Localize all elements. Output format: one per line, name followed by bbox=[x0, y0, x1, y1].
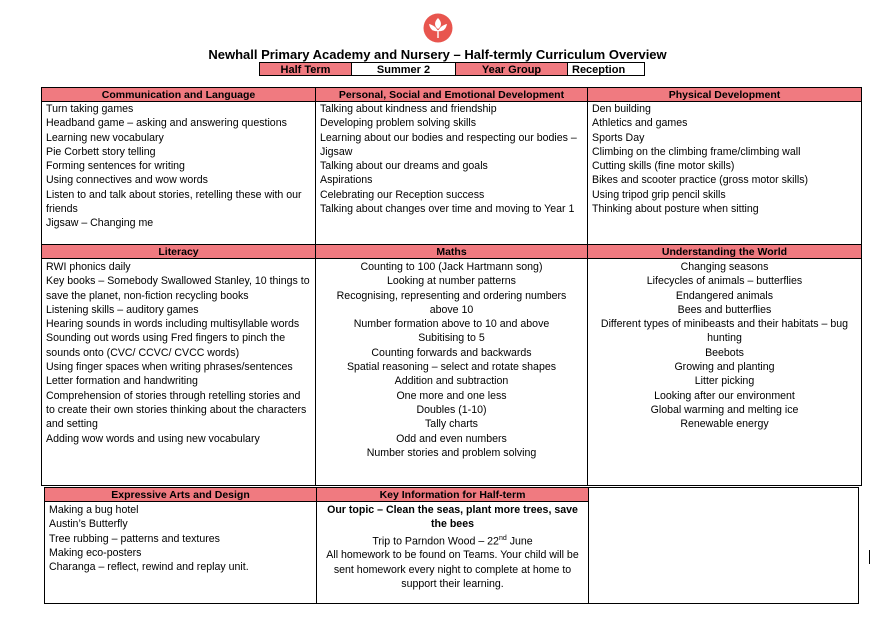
list-item: Pie Corbett story telling bbox=[46, 145, 156, 158]
key-info-content bbox=[317, 503, 588, 591]
list-item: Headband game – asking and answering questions bbox=[46, 117, 287, 130]
list-item: Talking about kindness and friendship bbox=[320, 103, 497, 115]
literacy-header: Literacy bbox=[42, 245, 315, 259]
world-list bbox=[588, 260, 861, 432]
list-item: Comprehension of stories through retelling stories and to create their own stories thinking about the characters and setting bbox=[46, 389, 307, 431]
year-group-value: Reception bbox=[567, 62, 645, 76]
list-item: Making a bug hotel bbox=[49, 504, 139, 516]
arts-header: Expressive Arts and Design bbox=[45, 488, 316, 502]
maths-list bbox=[316, 260, 587, 460]
physical-list bbox=[588, 102, 861, 216]
list-item: Learning about our bodies and respecting our bodies – Jigsaw bbox=[320, 131, 577, 158]
list-item: Looking after our environment bbox=[654, 389, 795, 402]
list-item: Counting forwards and backwards bbox=[371, 346, 532, 359]
topic-text: Our topic – Clean the seas, plant more trees, save the bees bbox=[327, 504, 578, 531]
list-item: Sports Day bbox=[592, 131, 645, 144]
list-item: Global warming and melting ice bbox=[650, 403, 799, 416]
list-item: Thinking about posture when sitting bbox=[592, 203, 759, 216]
communication-header: Communication and Language bbox=[42, 88, 315, 102]
list-item: Number formation above to 10 and above bbox=[353, 318, 550, 331]
list-item: Athletics and games bbox=[592, 117, 688, 130]
list-item: Doubles (1-10) bbox=[416, 403, 487, 416]
list-item: Odd and even numbers bbox=[396, 432, 507, 445]
list-item: Turn taking games bbox=[46, 103, 134, 115]
half-term-label: Half Term bbox=[259, 62, 352, 76]
list-item: Talking about our dreams and goals bbox=[320, 160, 488, 173]
list-item: Making eco-posters bbox=[49, 546, 142, 559]
communication-list bbox=[42, 102, 315, 231]
list-item: Looking at number patterns bbox=[387, 275, 516, 288]
list-item: Bikes and scooter practice (gross motor skills) bbox=[592, 174, 809, 187]
homework-text: All homework to be found on Teams. Your child will be sent homework every night to complete at home to support their learning. bbox=[326, 549, 579, 591]
list-item: Changing seasons bbox=[680, 261, 769, 273]
list-item: Listening skills – auditory games bbox=[46, 303, 199, 316]
list-item: Learning new vocabulary bbox=[46, 131, 164, 144]
list-item: Adding wow words and using new vocabulary bbox=[46, 432, 260, 445]
list-item: Counting to 100 (Jack Hartmann song) bbox=[360, 261, 543, 273]
world-header: Understanding the World bbox=[588, 245, 861, 259]
grid-divider bbox=[588, 487, 589, 604]
list-item: Using connectives and wow words bbox=[46, 174, 208, 187]
list-item: Renewable energy bbox=[680, 418, 769, 431]
list-item: Different types of minibeasts and their habitats – bug hunting bbox=[600, 318, 849, 345]
trip-text: Trip to Parndon Wood – 22nd June bbox=[372, 534, 533, 548]
list-item: Listen to and talk about stories, retelling these with our friends bbox=[46, 188, 302, 216]
list-item: Tree rubbing – patterns and textures bbox=[49, 532, 220, 545]
list-item: Hearing sounds in words including multisyllable words bbox=[46, 318, 300, 331]
list-item: Letter formation and handwriting bbox=[46, 375, 198, 388]
list-item: Sounding out words using Fred fingers to pinch the sounds onto (CVC/ CCVC/ CVCC words) bbox=[46, 332, 286, 359]
list-item: Addition and subtraction bbox=[394, 375, 509, 388]
list-item: Number stories and problem solving bbox=[366, 446, 537, 459]
arts-list bbox=[45, 503, 316, 574]
list-item: Bees and butterflies bbox=[677, 303, 772, 316]
key-info-header: Key Information for Half-term bbox=[317, 488, 588, 502]
list-item: One more and one less bbox=[396, 389, 507, 402]
list-item: Endangered animals bbox=[675, 289, 774, 302]
year-group-label: Year Group bbox=[455, 62, 568, 76]
list-item: Charanga – reflect, rewind and replay unit. bbox=[49, 561, 249, 574]
list-item: Forming sentences for writing bbox=[46, 160, 185, 173]
list-item: Growing and planting bbox=[674, 361, 775, 374]
personal-header: Personal, Social and Emotional Development bbox=[316, 88, 587, 102]
list-item: Using tripod grip pencil skills bbox=[592, 188, 726, 201]
half-term-value: Summer 2 bbox=[351, 62, 456, 76]
school-logo-icon bbox=[423, 13, 453, 43]
maths-header: Maths bbox=[316, 245, 587, 259]
physical-header: Physical Development bbox=[588, 88, 861, 102]
list-item: Austin’s Butterfly bbox=[49, 518, 128, 531]
list-item: Den building bbox=[592, 103, 651, 115]
list-item: RWI phonics daily bbox=[46, 261, 131, 273]
list-item: Beebots bbox=[705, 346, 744, 359]
list-item: Developing problem solving skills bbox=[320, 117, 477, 130]
list-item: Using finger spaces when writing phrases/sentences bbox=[46, 361, 293, 374]
list-item: Spatial reasoning – select and rotate shapes bbox=[346, 361, 557, 374]
list-item: Key books – Somebody Swallowed Stanley, 10 things to save the planet, non-fiction recycling books bbox=[46, 275, 310, 302]
list-item: Talking about changes over time and moving to Year 1 bbox=[320, 203, 575, 216]
list-item: Cutting skills (fine motor skills) bbox=[592, 160, 735, 173]
page-title: Newhall Primary Academy and Nursery – Half-termly Curriculum Overview bbox=[208, 47, 667, 62]
list-item: Litter picking bbox=[694, 375, 755, 388]
list-item: Aspirations bbox=[320, 174, 373, 187]
personal-list bbox=[316, 102, 587, 216]
list-item: Tally charts bbox=[425, 418, 478, 431]
literacy-list bbox=[42, 260, 315, 446]
list-item: Celebrating our Reception success bbox=[320, 188, 485, 201]
text-cursor bbox=[869, 550, 870, 564]
list-item: Climbing on the climbing frame/climbing wall bbox=[592, 145, 801, 158]
list-item: Subitising to 5 bbox=[418, 332, 485, 345]
list-item: Lifecycles of animals – butterflies bbox=[646, 275, 803, 288]
list-item: Jigsaw – Changing me bbox=[46, 217, 154, 230]
list-item: Recognising, representing and ordering numbers above 10 bbox=[336, 289, 567, 316]
